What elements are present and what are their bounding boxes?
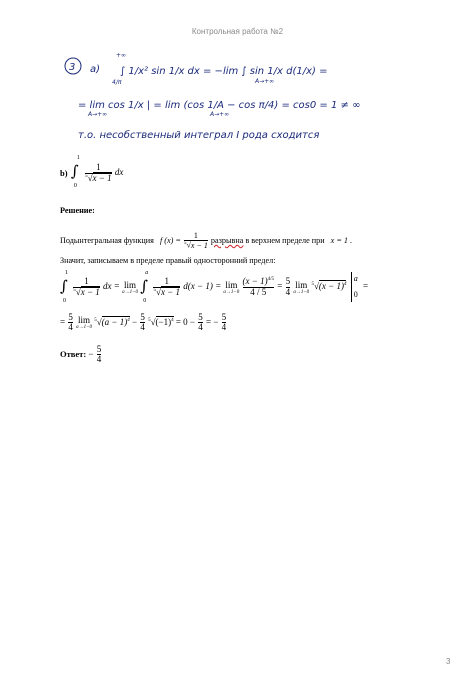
equation-1: ∫ 1 0 $\frac{1}{^5√x - 1}$ dx = lim a→1−0 ∫ a 0 $\frac{1}{^5√x - 1}$ d(x − 1) = lim a→1−0 $\frac{(x - 1)^{4/5}}{4 / 5}$ = $\frac{5}{4}$ lim a→1−0 $^5√(x - 1)^4$ a 0 = [60, 270, 369, 304]
answer-label: Ответ: [60, 349, 87, 359]
integral-sign: ∫ 1 0 [70, 155, 80, 189]
func-frac: $\frac{1}{^5√x - 1}$ [184, 231, 208, 251]
hw-line1: ∫ 1/x² sin 1/x dx = −lim ∫ sin 1/x d(1/x) = [120, 66, 328, 77]
hw-line2: = lim cos 1/x | = lim (cos 1/A − cos π/4) = cos0 = 1 ≠ ∞ [78, 100, 361, 111]
answer: Ответ: − $\frac{5}{4}$ [60, 344, 102, 365]
page-number: 3 [446, 657, 451, 666]
sentence-1: Подынтегральная функция f (x) = $\frac{1}{^5√x - 1}$ разрывна в верхнем пределе при x = 1 . [60, 231, 353, 251]
problem-b-label: b) [60, 168, 68, 178]
sentence-2: Значит, записываем в пределе правый односторонний предел: [60, 256, 276, 265]
hw-lower: 4/π [112, 79, 122, 86]
hw-upper: +∞ [116, 52, 127, 59]
answer-frac: $\frac{5}{4}$ [96, 344, 102, 365]
hw-sub1: A→+∞ [88, 111, 108, 118]
hw-line3: т.о. несобственный интеграл I рода сходится [78, 130, 320, 141]
eq1-integral: ∫ 1 0 [60, 270, 68, 304]
hw-circle-num: 3 [69, 62, 76, 73]
eval-bar: a 0 [351, 272, 361, 302]
dx: dx [114, 167, 124, 178]
wavy-word: разрывна [210, 236, 244, 246]
hw-sub2: A→+∞ [210, 111, 230, 118]
handwritten-solution [60, 50, 440, 145]
equation-2: = $\frac{5}{4}$ lim a→1−0 $^5√(a - 1)^4$ − $\frac{5}{4}$ $^5√(-1)^4 = 0$ − $\frac{5}{4}$ = − $\frac{5}{4}$ [60, 312, 227, 333]
hw-part: a) [90, 64, 101, 75]
integrand: $\frac{1}{^5√x - 1}$ [85, 162, 112, 183]
hw-lim-sub: A→+∞ [255, 78, 275, 85]
solution-heading: Решение: [60, 206, 95, 215]
page-header: Контрольная работа №2 [191, 27, 284, 36]
problem-b [60, 155, 124, 189]
